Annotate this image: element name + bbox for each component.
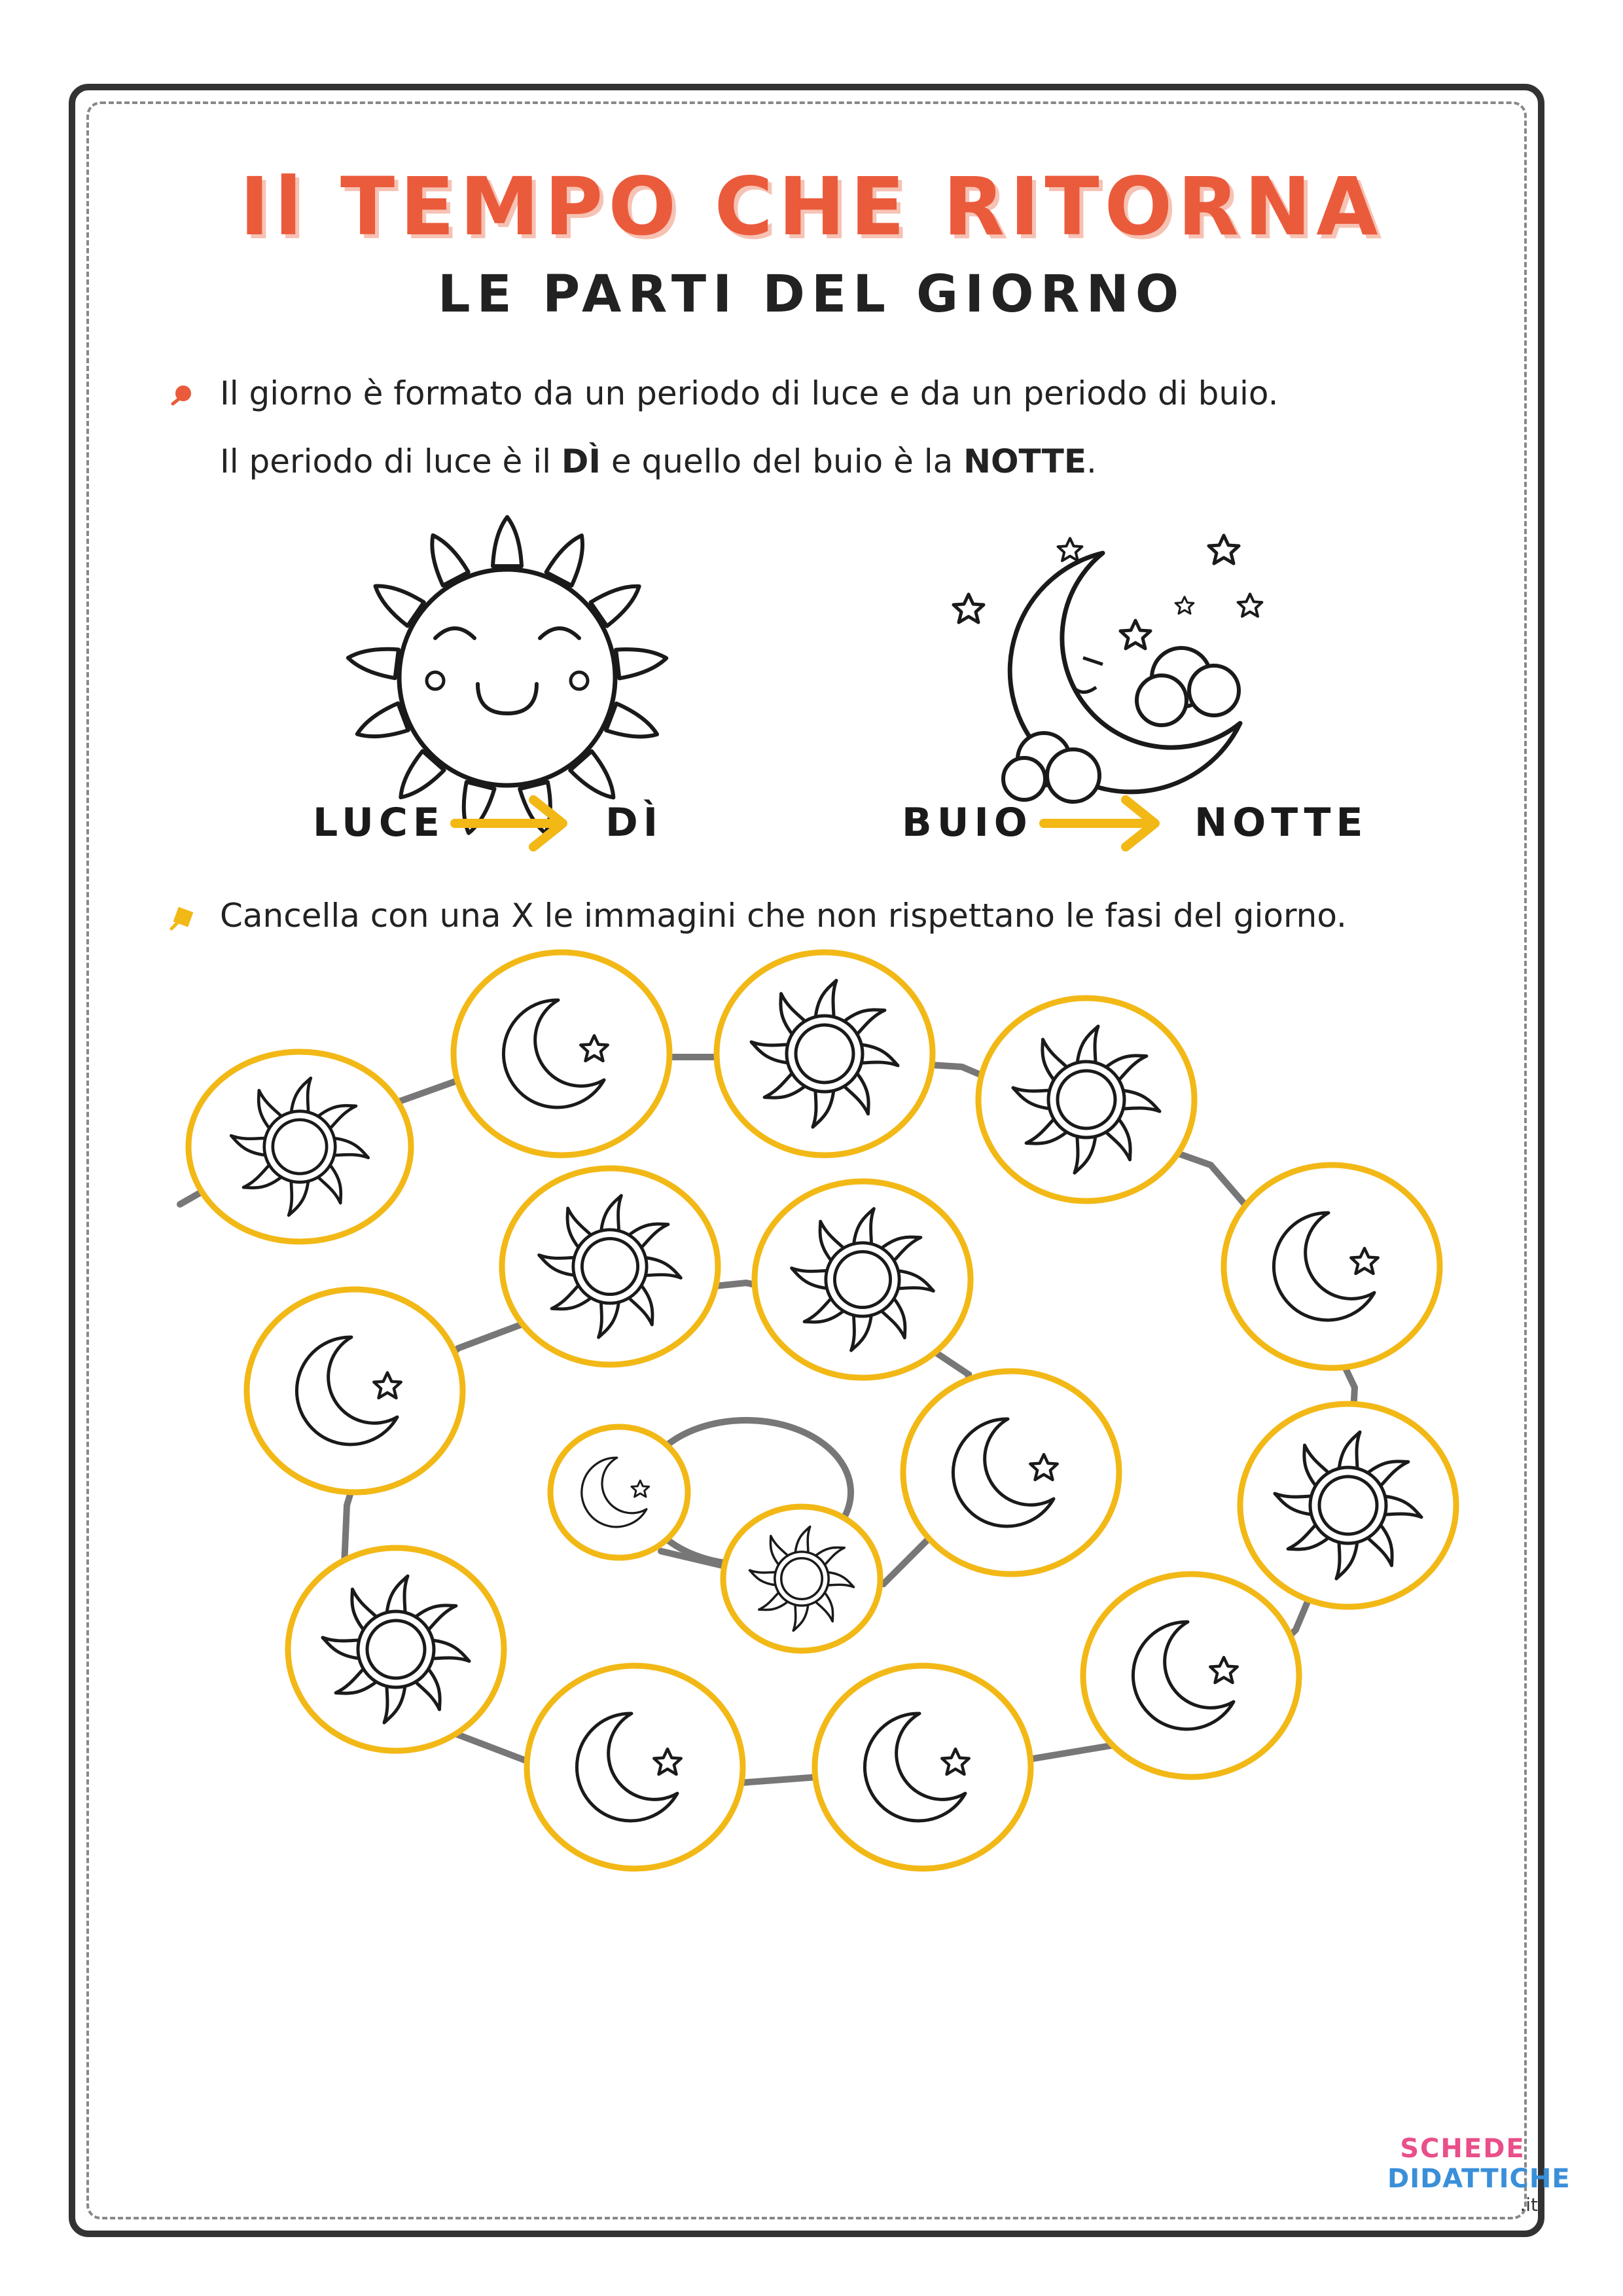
intro-line-2-end: . — [1086, 442, 1097, 480]
logo-line-1: SCHEDE — [1400, 2134, 1525, 2164]
sequence-item-2[interactable] — [454, 952, 669, 1155]
intro-line-2-mid: e quello del buio è la — [600, 442, 964, 480]
logo — [1387, 2134, 1571, 2215]
sequence-item-11[interactable] — [247, 1289, 463, 1492]
sequence-item-14[interactable] — [903, 1371, 1119, 1574]
sequence-item-5[interactable] — [1224, 1165, 1440, 1368]
sequence-item-12[interactable] — [502, 1168, 718, 1365]
sequence-item-9[interactable] — [527, 1666, 743, 1869]
sequence-item-8[interactable] — [815, 1666, 1031, 1869]
intro-night-word: NOTTE — [963, 442, 1087, 480]
intro-line-1: Il giorno è formato da un periodo di luce e da un periodo di buio. — [220, 374, 1279, 412]
logo-suffix: .it — [1520, 2194, 1538, 2215]
day-label: DÌ — [605, 800, 664, 846]
page-subtitle: LE PARTI DEL GIORNO — [437, 265, 1186, 324]
sequence-item-13[interactable] — [755, 1181, 971, 1378]
sequence-item-7[interactable] — [1083, 1574, 1299, 1777]
sequence-item-15[interactable] — [550, 1427, 688, 1558]
night-label: NOTTE — [1194, 800, 1368, 846]
dark-label: BUIO — [902, 800, 1033, 846]
sequence-item-3[interactable] — [717, 952, 933, 1155]
sequence-item-10[interactable] — [288, 1548, 504, 1751]
sequence-item-4[interactable] — [978, 998, 1194, 1201]
sequence-item-1[interactable] — [188, 1052, 411, 1242]
intro-day-word: DÌ — [561, 442, 601, 480]
page-title: Il TEMPO CHE RITORNA — [240, 160, 1383, 253]
light-label: LUCE — [313, 800, 445, 846]
logo-line-2: DIDATTICHE — [1387, 2164, 1571, 2194]
intro-line-2-start: Il periodo di luce è il — [220, 442, 562, 480]
sequence-item-6[interactable] — [1240, 1404, 1456, 1607]
instruction-text: Cancella con una X le immagini che non rispettano le fasi del giorno. — [220, 897, 1347, 935]
sequence-item-16[interactable] — [723, 1507, 880, 1651]
